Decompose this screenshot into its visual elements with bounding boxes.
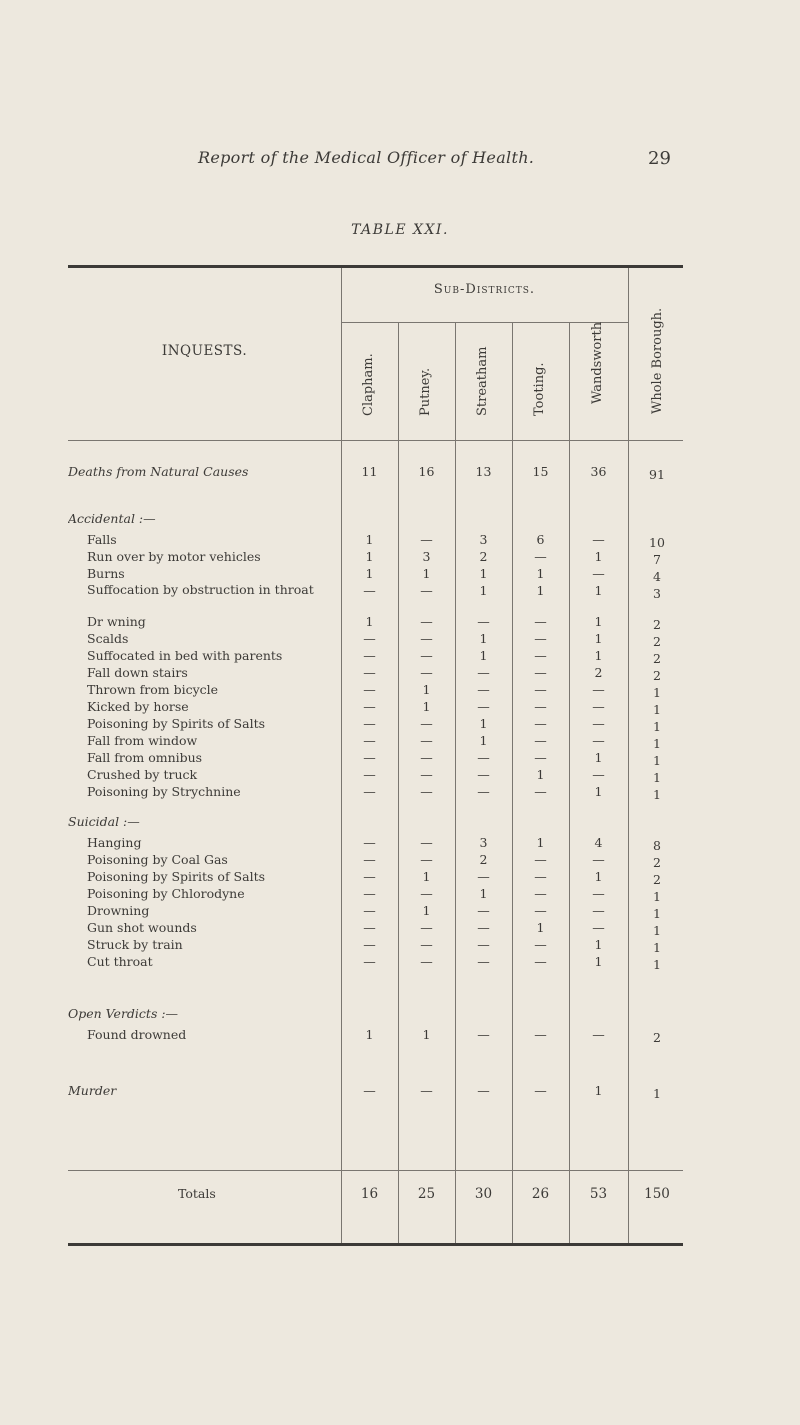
table-cell: — <box>363 835 376 850</box>
table-cell: 1 <box>653 770 661 785</box>
table-cell: 2 <box>479 549 488 564</box>
table-cell: 2 <box>594 665 603 680</box>
table-cell: — <box>534 716 547 731</box>
row-label: Struck by train <box>87 937 183 952</box>
table-cell: — <box>534 682 547 697</box>
row-label: Poisoning by Spirits of Salts <box>87 869 266 884</box>
table-cell: — <box>592 733 605 748</box>
table-cell: — <box>534 750 547 765</box>
row-label: Poisoning by Chlorodyne <box>87 886 245 901</box>
table-cell: — <box>477 1083 490 1098</box>
row-label: Kicked by horse <box>87 699 189 714</box>
table-cell: — <box>420 583 433 598</box>
table-cell: — <box>534 937 547 952</box>
table-cell: 1 <box>479 583 488 598</box>
row-label: Run over by motor vehicles <box>87 549 261 564</box>
table-cell: — <box>534 1027 547 1042</box>
table-cell: 2 <box>653 1030 661 1045</box>
section-heading: Accidental :— <box>68 511 156 526</box>
table-cell: — <box>420 954 433 969</box>
table-cell: 3 <box>479 532 488 547</box>
table-cell: — <box>592 920 605 935</box>
table-cell: 1 <box>653 787 661 802</box>
table-cell: — <box>592 699 605 714</box>
subdistricts-rule <box>341 322 628 323</box>
table-cell: — <box>477 699 490 714</box>
total-cell: 26 <box>531 1186 550 1202</box>
total-cell: 53 <box>589 1186 608 1202</box>
row-label: Burns <box>87 566 125 581</box>
row-label: Suffocated in bed with parents <box>87 648 283 663</box>
column-rule <box>398 322 399 1243</box>
table-cell: — <box>420 532 433 547</box>
row-label: Dr wning <box>87 614 146 629</box>
table-cell: — <box>363 665 376 680</box>
table-cell: — <box>477 682 490 697</box>
table-cell: 1 <box>422 869 431 884</box>
row-label: Scalds <box>87 631 129 646</box>
table-cell: 2 <box>653 872 661 887</box>
table-cell: — <box>363 716 376 731</box>
column-rule <box>512 322 513 1243</box>
table-cell: — <box>592 566 605 581</box>
table-cell: 1 <box>653 906 661 921</box>
stub-heading: INQUESTS. <box>161 343 248 359</box>
table-cell: — <box>420 852 433 867</box>
column-header-wandsworth: Wandsworth <box>590 321 605 404</box>
column-rule <box>569 322 570 1243</box>
total-cell: 150 <box>644 1186 670 1202</box>
row-label: Suffocation by obstruction in throat <box>87 583 314 597</box>
row-label: Found drowned <box>87 1027 187 1042</box>
table-cell: — <box>534 631 547 646</box>
table-cell: 1 <box>479 733 488 748</box>
table-cell: — <box>477 614 490 629</box>
table-cell: — <box>534 886 547 901</box>
table-cell: 4 <box>594 835 603 850</box>
table-cell: 7 <box>653 552 661 567</box>
table-cell: — <box>363 733 376 748</box>
table-cell: 3 <box>422 549 431 564</box>
table-cell: 2 <box>653 634 661 649</box>
table-cell: 1 <box>365 614 374 629</box>
table-cell: 1 <box>653 957 661 972</box>
column-header-tooting: Tooting. <box>532 362 547 416</box>
bottom-rule <box>68 1243 683 1246</box>
table-cell: — <box>420 716 433 731</box>
total-cell: 16 <box>360 1186 379 1202</box>
table-cell: — <box>420 767 433 782</box>
table-cell: — <box>592 1027 605 1042</box>
table-cell: — <box>534 648 547 663</box>
table-cell: 1 <box>653 1086 661 1101</box>
table-cell: — <box>420 937 433 952</box>
table-cell: — <box>477 767 490 782</box>
table-cell: 3 <box>479 835 488 850</box>
row-label: Murder <box>68 1083 117 1098</box>
table-cell: 1 <box>365 566 374 581</box>
column-rule <box>628 268 629 1243</box>
column-header-clapham: Clapham. <box>361 353 376 416</box>
table-cell: — <box>534 954 547 969</box>
table-cell: 1 <box>594 614 603 629</box>
table-cell: 36 <box>590 464 607 479</box>
table-cell: 1 <box>365 532 374 547</box>
table-cell: — <box>420 1083 433 1098</box>
table-cell: — <box>534 665 547 680</box>
row-label: Cut throat <box>87 954 153 969</box>
table-cell: — <box>592 903 605 918</box>
table-cell: 3 <box>653 586 661 601</box>
row-label: Falls <box>87 532 117 547</box>
table-cell: 1 <box>653 923 661 938</box>
inquests-table <box>68 265 683 1275</box>
table-cell: — <box>420 614 433 629</box>
table-cell: 2 <box>653 617 661 632</box>
totals-rule <box>68 1170 683 1171</box>
table-cell: — <box>363 699 376 714</box>
table-cell: 1 <box>422 566 431 581</box>
table-cell: 1 <box>594 549 603 564</box>
row-label: Thrown from bicycle <box>87 682 219 697</box>
column-header-streatham: Streatham <box>475 346 490 416</box>
table-cell: 10 <box>649 535 665 550</box>
table-cell: 1 <box>536 583 545 598</box>
table-cell: — <box>420 886 433 901</box>
table-cell: — <box>477 665 490 680</box>
table-cell: 1 <box>594 631 603 646</box>
table-cell: 6 <box>536 532 545 547</box>
table-cell: — <box>534 903 547 918</box>
table-cell: — <box>534 869 547 884</box>
table-cell: — <box>477 1027 490 1042</box>
table-cell: — <box>363 954 376 969</box>
table-cell: — <box>420 784 433 799</box>
column-header-putney: Putney. <box>418 367 433 416</box>
table-cell: 11 <box>361 464 378 479</box>
table-cell: — <box>534 733 547 748</box>
table-cell: 1 <box>594 937 603 952</box>
table-cell: — <box>592 532 605 547</box>
table-cell: — <box>363 750 376 765</box>
table-cell: 1 <box>594 583 603 598</box>
table-cell: — <box>534 852 547 867</box>
table-cell: — <box>420 835 433 850</box>
table-cell: 1 <box>536 920 545 935</box>
table-cell: — <box>363 920 376 935</box>
page-number: 29 <box>648 148 671 169</box>
table-cell: — <box>363 886 376 901</box>
table-cell: 1 <box>653 753 661 768</box>
row-label: Crushed by truck <box>87 767 198 782</box>
row-label: Deaths from Natural Causes <box>68 464 249 479</box>
table-cell: 1 <box>653 702 661 717</box>
table-cell: — <box>534 1083 547 1098</box>
table-cell: 1 <box>594 954 603 969</box>
table-cell: — <box>363 937 376 952</box>
row-label: Hanging <box>87 835 142 850</box>
table-cell: — <box>363 784 376 799</box>
table-cell: — <box>363 903 376 918</box>
column-rule <box>455 322 456 1243</box>
column-header-whole-borough: Whole Borough. <box>650 307 665 414</box>
table-cell: — <box>420 733 433 748</box>
row-label: Poisoning by Coal Gas <box>87 852 228 867</box>
table-cell: 8 <box>653 838 661 853</box>
row-label: Fall from omnibus <box>87 750 203 765</box>
table-cell: — <box>420 665 433 680</box>
table-cell: 1 <box>422 1027 431 1042</box>
table-cell: — <box>477 937 490 952</box>
table-cell: — <box>363 869 376 884</box>
group-heading: Sub-Districts. <box>433 282 536 297</box>
section-heading: Open Verdicts :— <box>68 1006 179 1021</box>
table-cell: — <box>477 784 490 799</box>
table-cell: 2 <box>653 668 661 683</box>
table-cell: — <box>363 852 376 867</box>
table-cell: 1 <box>594 648 603 663</box>
table-cell: 1 <box>365 549 374 564</box>
table-cell: 2 <box>653 855 661 870</box>
table-cell: — <box>477 869 490 884</box>
table-cell: 1 <box>365 1027 374 1042</box>
total-cell: 25 <box>417 1186 436 1202</box>
table-cell: — <box>363 583 376 598</box>
table-cell: 1 <box>594 784 603 799</box>
table-cell: 1 <box>479 716 488 731</box>
section-heading: Suicidal :— <box>68 814 140 829</box>
table-cell: 1 <box>479 648 488 663</box>
table-cell: 1 <box>422 682 431 697</box>
total-cell: 30 <box>474 1186 493 1202</box>
running-title: Report of the Medical Officer of Health. <box>198 148 535 167</box>
table-cell: — <box>420 920 433 935</box>
page-header <box>0 148 800 178</box>
row-label: Poisoning by Strychnine <box>87 784 241 799</box>
table-cell: 1 <box>422 699 431 714</box>
table-cell: 1 <box>536 566 545 581</box>
table-cell: 15 <box>532 464 549 479</box>
table-cell: 1 <box>536 767 545 782</box>
table-cell: 1 <box>653 940 661 955</box>
table-cell: — <box>534 699 547 714</box>
table-cell: — <box>592 852 605 867</box>
row-label: Gun shot wounds <box>87 920 197 935</box>
table-cell: — <box>477 920 490 935</box>
table-cell: 91 <box>649 467 665 482</box>
table-cell: 4 <box>653 569 661 584</box>
table-cell: 1 <box>653 685 661 700</box>
table-cell: 1 <box>653 719 661 734</box>
table-cell: — <box>534 614 547 629</box>
row-label: Fall from window <box>87 733 198 748</box>
table-cell: 16 <box>418 464 435 479</box>
table-cell: — <box>420 648 433 663</box>
header-rule <box>68 440 683 441</box>
top-rule <box>68 265 683 268</box>
row-label: Fall down stairs <box>87 665 188 680</box>
table-cell: 13 <box>475 464 492 479</box>
table-cell: — <box>592 886 605 901</box>
table-cell: — <box>592 716 605 731</box>
table-cell: 1 <box>594 1083 603 1098</box>
table-cell: 1 <box>479 631 488 646</box>
table-cell: 1 <box>653 736 661 751</box>
table-cell: 1 <box>536 835 545 850</box>
totals-label: Totals <box>178 1186 216 1201</box>
table-cell: 2 <box>653 651 661 666</box>
row-label: Poisoning by Spirits of Salts <box>87 716 266 731</box>
table-cell: 1 <box>594 750 603 765</box>
table-cell: — <box>477 750 490 765</box>
table-cell: — <box>477 954 490 969</box>
table-cell: — <box>363 682 376 697</box>
table-cell: — <box>420 750 433 765</box>
table-cell: 1 <box>479 566 488 581</box>
table-cell: — <box>363 631 376 646</box>
table-cell: 2 <box>479 852 488 867</box>
table-cell: — <box>420 631 433 646</box>
table-cell: — <box>592 767 605 782</box>
table-cell: — <box>534 784 547 799</box>
table-cell: 1 <box>479 886 488 901</box>
table-cell: 1 <box>594 869 603 884</box>
table-cell: 1 <box>422 903 431 918</box>
table-cell: 1 <box>653 889 661 904</box>
table-cell: — <box>477 903 490 918</box>
table-title: TABLE XXI. <box>351 222 449 238</box>
table-cell: — <box>363 1083 376 1098</box>
table-cell: — <box>363 767 376 782</box>
row-label: Drowning <box>87 903 150 918</box>
table-cell: — <box>363 648 376 663</box>
table-cell: — <box>592 682 605 697</box>
table-cell: — <box>534 549 547 564</box>
